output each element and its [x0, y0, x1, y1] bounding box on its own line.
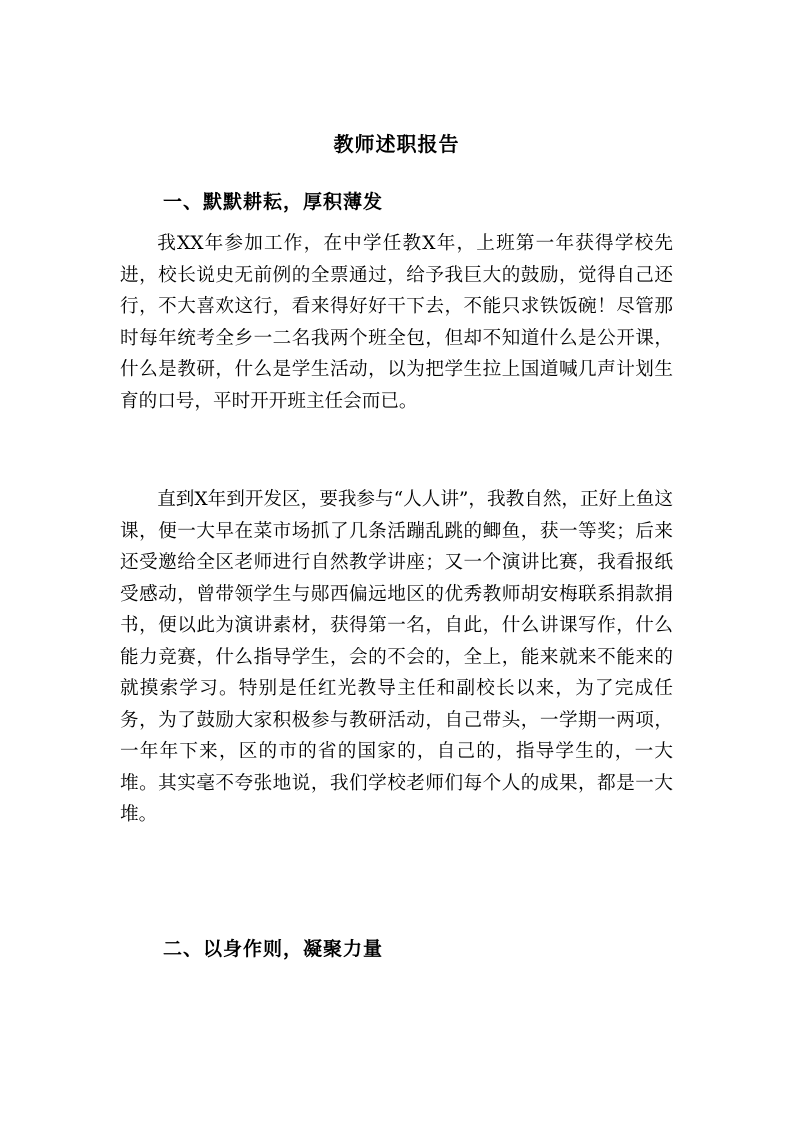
paragraph-2: 直到X年到开发区，要我参与“人人讲”，我教自然，正好上鱼这课，便一大早在菜市场抓了几条活蹦乱跳的鲫鱼，获一等奖；后来还受邀给全区老师进行自然教学讲座；又一个演讲比赛，我看报纸受感动，曾带领学生与郧西偏远地区的优秀教师胡安梅联系捐款捐书，便以此为演讲素材，获得第一名，自此，什么讲课写作，什么能力竞赛，什么指导学生，会的不会的，全上，能来就来不能来的就摸索学习。特别是任红光教导主任和副校长以来，为了完成任务，为了鼓励大家积极参与教研活动，自己带头，一学期一两项，一年年下来，区的市的省的国家的，自己的，指导学生的，一大堆。其实毫不夸张地说，我们学校老师们每个人的成果，都是一大堆。	[120, 489, 673, 825]
document-title: 教师述职报告	[333, 132, 460, 156]
paragraph-1: 我XX年参加工作，在中学任教X年，上班第一年获得学校先进，校长说史无前例的全票通过，给予我巨大的鼓励，觉得自己还行，不大喜欢这行，看来得好好干下去，不能只求铁饭碗！尽管那时每年统考全乡一二名我两个班全包，但却不知道什么是公开课，什么是教研，什么是学生活动，以为把学生拉上国道喊几声计划生育的口号，平时开开班主任会而已。	[120, 233, 673, 412]
section-heading-2: 二、以身作则，凝聚力量	[163, 938, 384, 960]
section-heading-1: 一、默默耕耘，厚积薄发	[163, 191, 384, 213]
